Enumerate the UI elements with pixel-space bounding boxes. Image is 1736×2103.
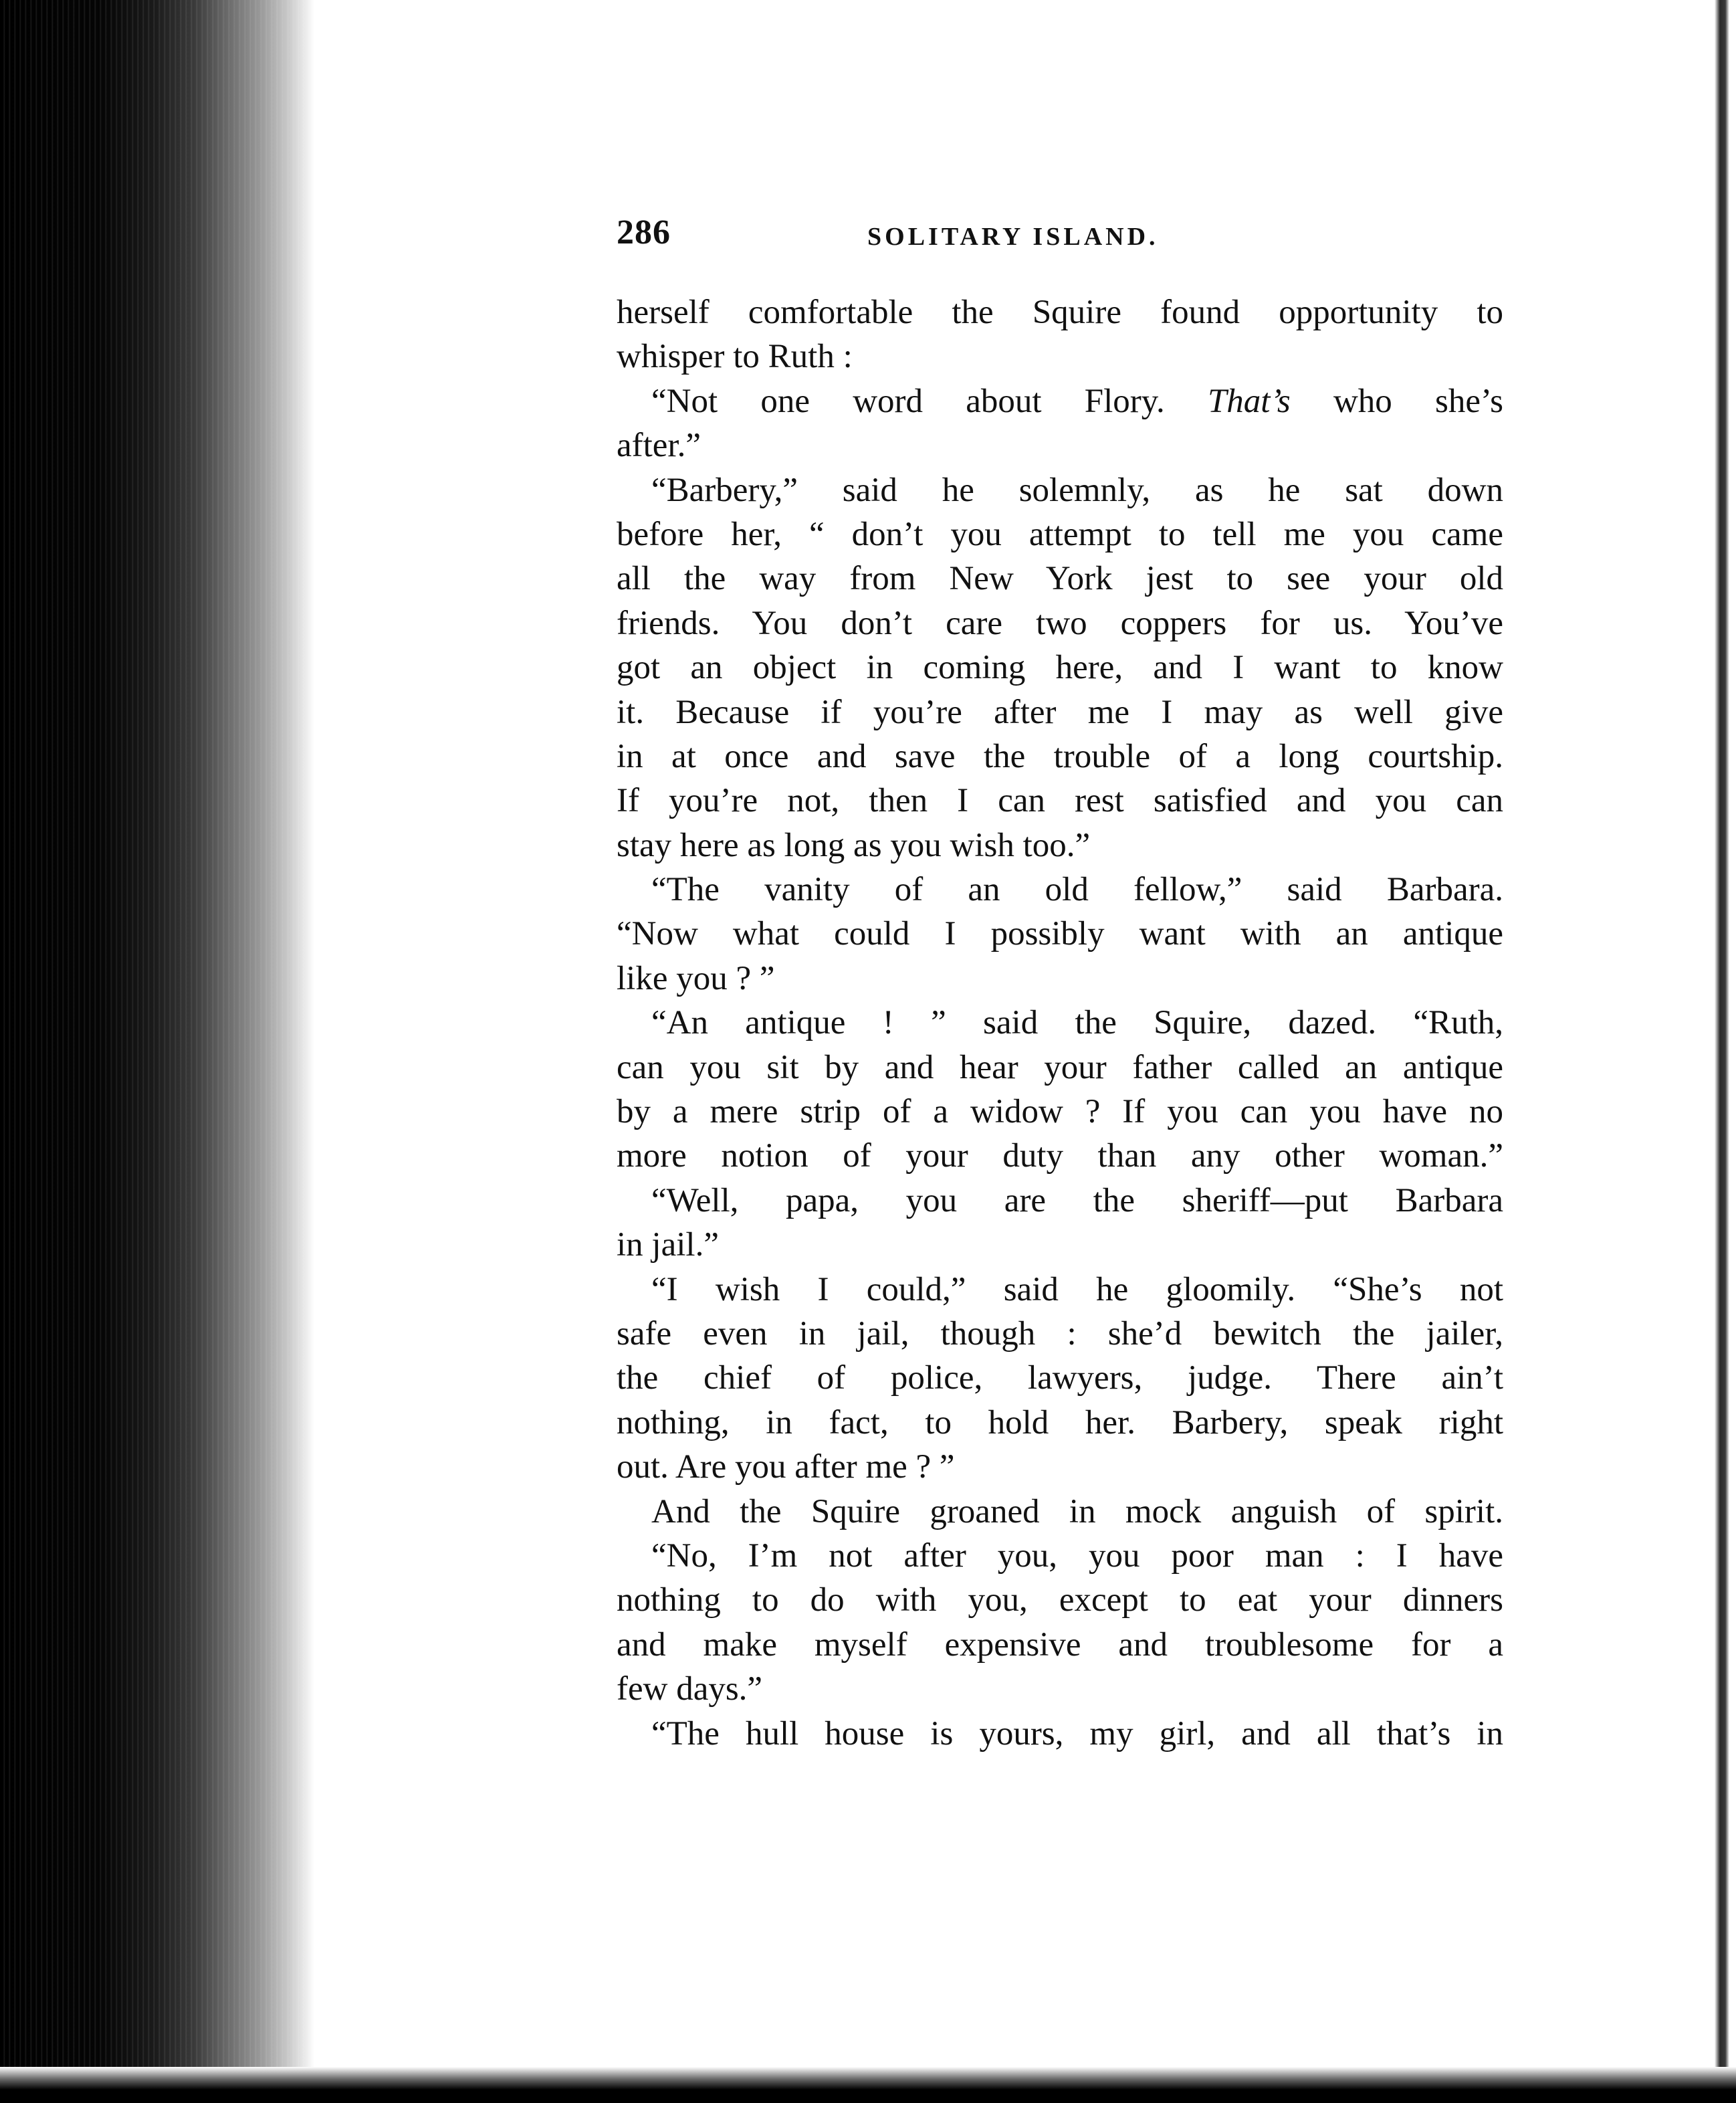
text-line [617,1623,1503,1667]
text-line-content: “The vanity of an old fellow,” said Barbara. [651,871,1503,909]
text-line-content: “The hull house is yours, my girl, and all that’s in [651,1714,1503,1752]
italic-word: That’s [1207,382,1291,420]
page-number: 286 [617,213,671,252]
text-line [617,1667,1503,1711]
text-line [617,1134,1503,1178]
text-line-content: nothing to do with you, except to eat your dinners [617,1581,1503,1619]
text-line-content: by a mere strip of a widow ? If you can you have no [617,1093,1503,1131]
text-line-content: friends. You don’t care two coppers for us. You’ve [617,604,1503,642]
text-line-content: out. Are you after me ? ” [617,1448,955,1486]
text-line-content: more notion of your duty than any other woman.” [617,1137,1503,1175]
text-line [617,1090,1503,1134]
text-line [617,1490,1503,1534]
text-line [617,1356,1503,1400]
text-line-content: stay here as long as you wish too.” [617,826,1091,864]
text-line-content: in at once and save the trouble of a long courtship. [617,737,1503,775]
text-line [617,1045,1503,1090]
text-line-content: got an object in coming here, and I want to know [617,649,1503,687]
text-line-content: “No, I’m not after you, you poor man : I have [651,1536,1503,1575]
text-line [617,1445,1503,1489]
text-line-content: And the Squire groaned in mock anguish of spirit. [651,1492,1503,1530]
text-line [617,823,1503,868]
text-line-content: “Barbery,” said he solemnly, as he sat down [651,471,1503,509]
book-page-edges [0,0,314,2103]
right-page-edge [1705,0,1736,2103]
text-line-content: “Well, papa, you are the sheriff—put Barbara [651,1181,1503,1219]
text-line [617,1401,1503,1445]
text-line-tail: who she’s [1290,382,1503,420]
text-line-content: “Not one word about Flory. [651,382,1165,420]
text-line-content: all the way from New York jest to see your old [617,560,1503,598]
text-line-content: in jail.” [617,1226,719,1264]
text-line [617,1712,1503,1756]
text-line-content: can you sit by and hear your father called an antique [617,1048,1503,1086]
text-line-content: nothing, in fact, to hold her. Barbery, speak right [617,1403,1503,1441]
text-line [617,1179,1503,1223]
text-line [617,601,1503,645]
text-line [617,734,1503,779]
text-line-content: “I wish I could,” said he gloomily. “She’s not [651,1270,1503,1308]
text-line-content: before her, “ don’t you attempt to tell me you came [617,515,1503,553]
text-line-content: after.” [617,427,701,465]
text-line [617,645,1503,690]
text-line-content: If you’re not, then I can rest satisfied and you can [617,782,1503,820]
text-line [617,912,1503,956]
text-line [617,379,1503,423]
text-line [617,957,1503,1001]
text-line [617,1001,1503,1045]
text-line-content: and make myself expensive and troublesome for a [617,1625,1503,1664]
text-line [617,334,1503,379]
text-line-content: it. Because if you’re after me I may as well give [617,693,1503,731]
text-line [617,1534,1503,1578]
text-line-content: herself comfortable the Squire found opportunity to [617,294,1503,331]
text-line [617,779,1503,823]
text-line [617,1578,1503,1622]
text-line-content: “Now what could I possibly want with an antique [617,915,1503,953]
text-line [617,1223,1503,1267]
text-line [617,1312,1503,1356]
text-line [617,290,1503,334]
text-line [617,557,1503,601]
text-line [617,423,1503,468]
text-line [617,512,1503,557]
bottom-page-edge [0,2067,1736,2103]
text-line-content: “An antique ! ” said the Squire, dazed. “Ruth, [651,1004,1503,1042]
text-line-content: few days.” [617,1670,763,1708]
page-header [617,213,1503,266]
body-text [617,290,1503,1756]
text-line [617,690,1503,734]
text-line-content: whisper to Ruth : [617,338,853,376]
text-line-content: like you ? ” [617,959,775,997]
text-line-content: the chief of police, lawyers, judge. There ain’t [617,1359,1503,1397]
text-line [617,868,1503,912]
text-line [617,468,1503,512]
text-line [617,1268,1503,1312]
text-line-content: safe even in jail, though : she’d bewitch the jailer, [617,1314,1503,1353]
running-title: SOLITARY ISLAND. [867,223,1159,251]
